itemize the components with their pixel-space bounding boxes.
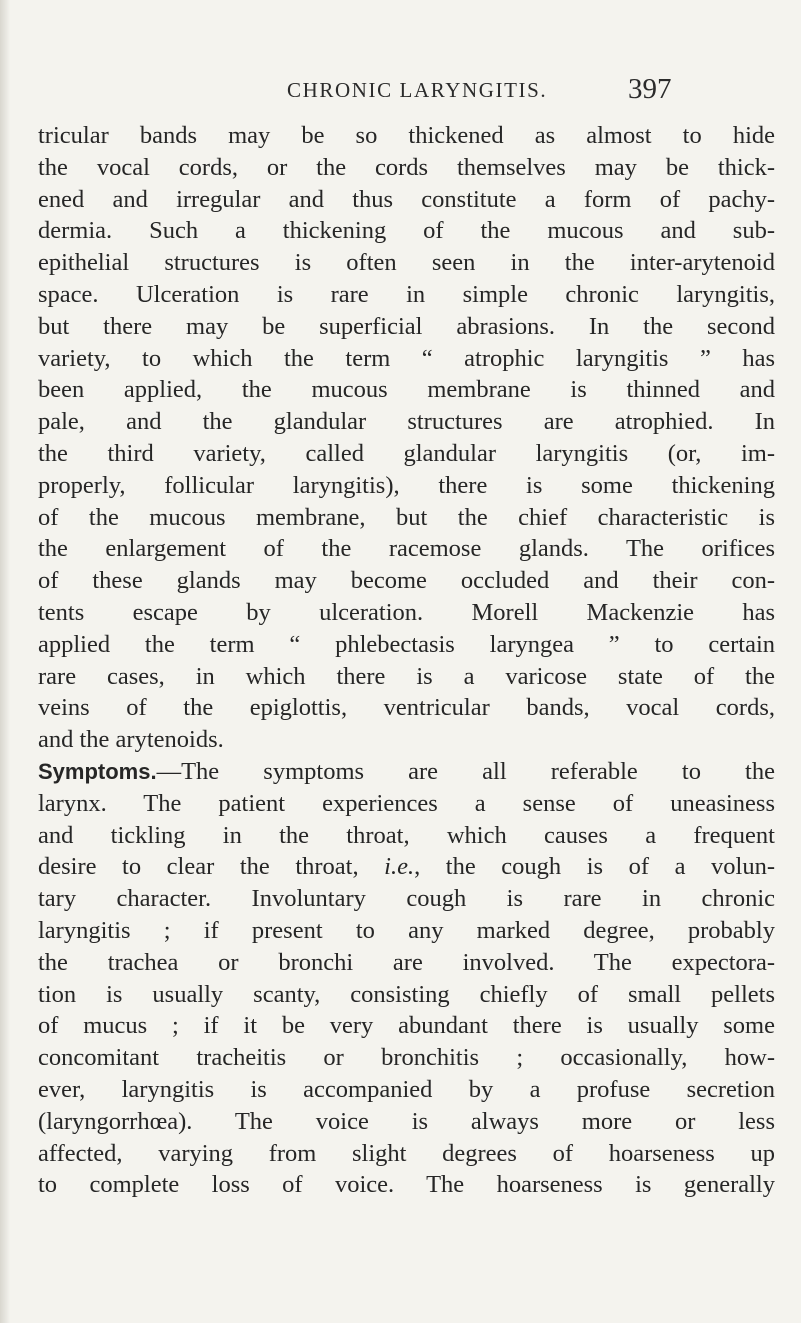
page-number: 397 [628,73,672,105]
symptoms-heading: Symptoms. [38,758,157,784]
text-segment: desire to clear the throat, [38,853,385,881]
text-line: of mucus ; if it be very abundant there is usually some [38,1012,775,1040]
text-line: larynx. The patient experiences a sense of uneasiness [38,789,775,817]
text-line: of the mucous membrane, but the chief characteristic is [38,503,775,531]
body-text [38,120,775,1201]
italic-abbreviation: i.e. [384,853,415,881]
text-line: but there may be superficial abrasions. In the second [38,312,775,340]
text-line: tion is usually scanty, consisting chiefly of small pellets [38,980,775,1008]
paragraph-end-line: and the arytenoids. [38,726,224,754]
text-line: ever, laryngitis is accompanied by a profuse secretion [38,1075,775,1103]
text-segment: , the cough is of a volun- [414,853,775,881]
text-line: the vocal cords, or the cords themselves may be thick- [38,153,775,181]
text-line-with-italic [38,851,775,883]
text-line: tricular bands may be so thickened as almost to hide [38,122,775,149]
text-line: the third variety, called glandular laryngitis (or, im- [38,439,775,467]
symptoms-first-line [38,756,775,788]
text-line: (laryngorrhœa). The voice is always more or less [38,1107,775,1135]
text-line: veins of the epiglottis, ventricular bands, vocal cords, [38,694,775,722]
text-line: laryngitis ; if present to any marked degree, probably [38,916,775,944]
text-line: tents escape by ulceration. Morell Mackenzie has [38,598,775,626]
text-line: applied the term “ phlebectasis laryngea ” to certain [38,630,775,658]
text-line: been applied, the mucous membrane is thinned and [38,376,775,404]
text-line: the trachea or bronchi are involved. The expectora- [38,948,775,976]
running-title: CHRONIC LARYNGITIS. [287,78,548,102]
symptoms-first-line-text: —The symptoms are all referable to the [156,757,775,785]
text-line: variety, to which the term “ atrophic laryngitis ” has [38,344,775,372]
text-line: affected, varying from slight degrees of hoarseness up [38,1139,775,1167]
text-line: to complete loss of voice. The hoarseness is generally [38,1171,775,1199]
text-line: and tickling in the throat, which causes a frequent [38,821,775,849]
text-line: space. Ulceration is rare in simple chronic laryngitis, [38,280,775,308]
text-line: dermia. Such a thickening of the mucous and sub- [38,217,775,245]
running-head [0,72,801,112]
page-gutter-shadow [0,0,10,1323]
text-line: of these glands may become occluded and their con- [38,567,775,595]
text-line: the enlargement of the racemose glands. The orifices [38,535,775,563]
text-line: rare cases, in which there is a varicose state of the [38,662,775,690]
text-line: tary character. Involuntary cough is rare in chronic [38,885,775,913]
text-line: ened and irregular and thus constitute a form of pachy- [38,185,775,213]
text-line: properly, follicular laryngitis), there is some thickening [38,471,775,499]
text-line: concomitant tracheitis or bronchitis ; occasionally, how- [38,1044,775,1072]
text-line: pale, and the glandular structures are atrophied. In [38,408,775,436]
text-line: epithelial structures is often seen in the inter-arytenoid [38,249,775,277]
